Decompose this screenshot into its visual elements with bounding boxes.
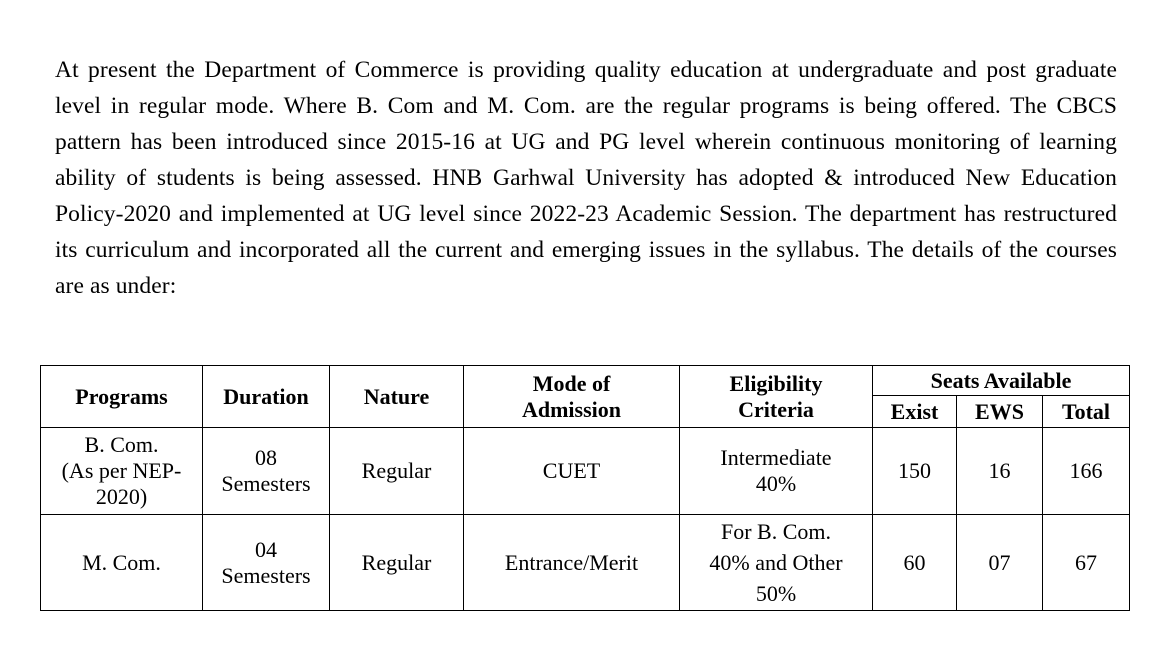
cell-duration: 04 Semesters	[203, 515, 330, 611]
table-row	[41, 428, 1130, 515]
cell-total: 67	[1043, 515, 1130, 611]
table-header-row	[41, 366, 1130, 396]
cell-nature: Regular	[330, 515, 464, 611]
header-ews: EWS	[957, 396, 1043, 428]
cell-ews: 07	[957, 515, 1043, 611]
cell-program: B. Com. (As per NEP- 2020)	[41, 428, 203, 515]
cell-mode-of-admission: Entrance/Merit	[464, 515, 680, 611]
cell-mode-of-admission: CUET	[464, 428, 680, 515]
cell-duration: 08 Semesters	[203, 428, 330, 515]
cell-program: M. Com.	[41, 515, 203, 611]
header-eligibility-criteria: Eligibility Criteria	[680, 366, 873, 428]
header-programs: Programs	[41, 366, 203, 428]
cell-nature: Regular	[330, 428, 464, 515]
header-nature: Nature	[330, 366, 464, 428]
courses-table	[40, 365, 1130, 611]
header-exist: Exist	[873, 396, 957, 428]
header-seats-available: Seats Available	[873, 366, 1130, 396]
header-duration: Duration	[203, 366, 330, 428]
table-row	[41, 515, 1130, 611]
cell-ews: 16	[957, 428, 1043, 515]
cell-exist: 150	[873, 428, 957, 515]
header-total: Total	[1043, 396, 1130, 428]
intro-paragraph: At present the Department of Commerce is providing quality education at undergraduate and post graduate level in regular mode. Where B. Com and M. Com. are the regular programs is being offered. The CBCS pattern has been introduced since 2015-16 at UG and PG level wherein continuous monitoring of learning ability of students is being assessed. HNB Garhwal University has adopted & introduced New Education Policy-2020 and implemented at UG level since 2022-23 Academic Session. The department has restructured its curriculum and incorporated all the current and emerging issues in the syllabus. The details of the courses are as under:	[55, 57, 1117, 299]
cell-eligibility: Intermediate 40%	[680, 428, 873, 515]
cell-exist: 60	[873, 515, 957, 611]
header-mode-of-admission: Mode of Admission	[464, 366, 680, 428]
cell-eligibility: For B. Com. 40% and Other 50%	[680, 515, 873, 611]
cell-total: 166	[1043, 428, 1130, 515]
